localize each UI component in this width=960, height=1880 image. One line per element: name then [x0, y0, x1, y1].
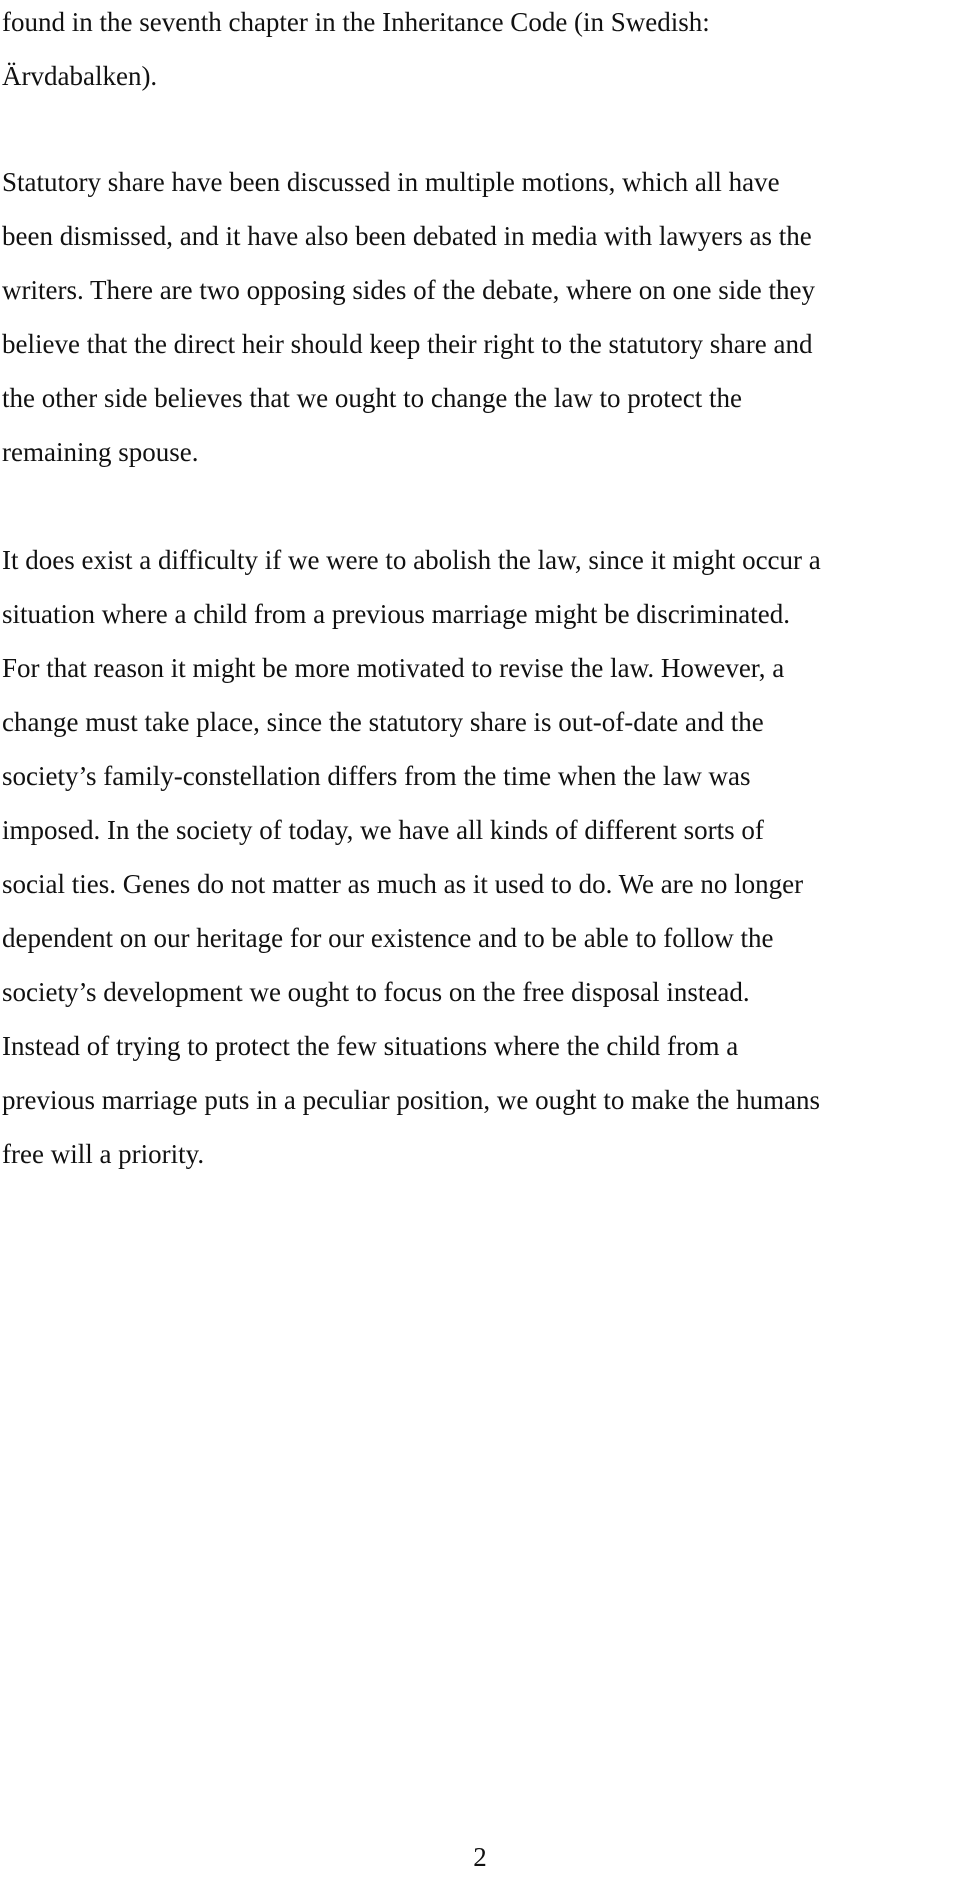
text-line: social ties. Genes do not matter as much as it used to do. We are no longer	[2, 869, 804, 899]
text-line: found in the seventh chapter in the Inheritance Code (in Swedish:	[2, 7, 710, 37]
text-line: imposed. In the society of today, we have all kinds of different sorts of	[2, 815, 764, 845]
text-line: society’s development we ought to focus on the free disposal instead.	[2, 977, 750, 1007]
text-line: previous marriage puts in a peculiar position, we ought to make the humans	[2, 1085, 821, 1115]
page-number: 2	[473, 1842, 487, 1872]
paragraph-3	[2, 533, 942, 1181]
text-line: change must take place, since the statutory share is out-of-date and the	[2, 707, 764, 737]
text-line: dependent on our heritage for our existence and to be able to follow the	[2, 923, 774, 953]
text-line: the other side believes that we ought to change the law to protect the	[2, 383, 743, 413]
text-line: remaining spouse.	[2, 437, 199, 467]
text-line: It does exist a difficulty if we were to abolish the law, since it might occur a	[2, 545, 821, 575]
text-line: society’s family-constellation differs from the time when the law was	[2, 761, 751, 791]
text-line: free will a priority.	[2, 1139, 205, 1169]
text-line: Ärvdabalken).	[2, 61, 158, 91]
text-line: been dismissed, and it have also been debated in media with lawyers as the	[2, 221, 812, 251]
text-line: writers. There are two opposing sides of the debate, where on one side they	[2, 275, 816, 305]
text-line: situation where a child from a previous marriage might be discriminated.	[2, 599, 791, 629]
text-line: believe that the direct heir should keep their right to the statutory share and	[2, 329, 813, 359]
text-line: For that reason it might be more motivated to revise the law. However, a	[2, 653, 785, 683]
paragraph-1	[2, 0, 942, 103]
text-line: Instead of trying to protect the few situations where the child from a	[2, 1031, 739, 1061]
paragraph-2	[2, 155, 942, 479]
text-line: Statutory share have been discussed in multiple motions, which all have	[2, 167, 780, 197]
